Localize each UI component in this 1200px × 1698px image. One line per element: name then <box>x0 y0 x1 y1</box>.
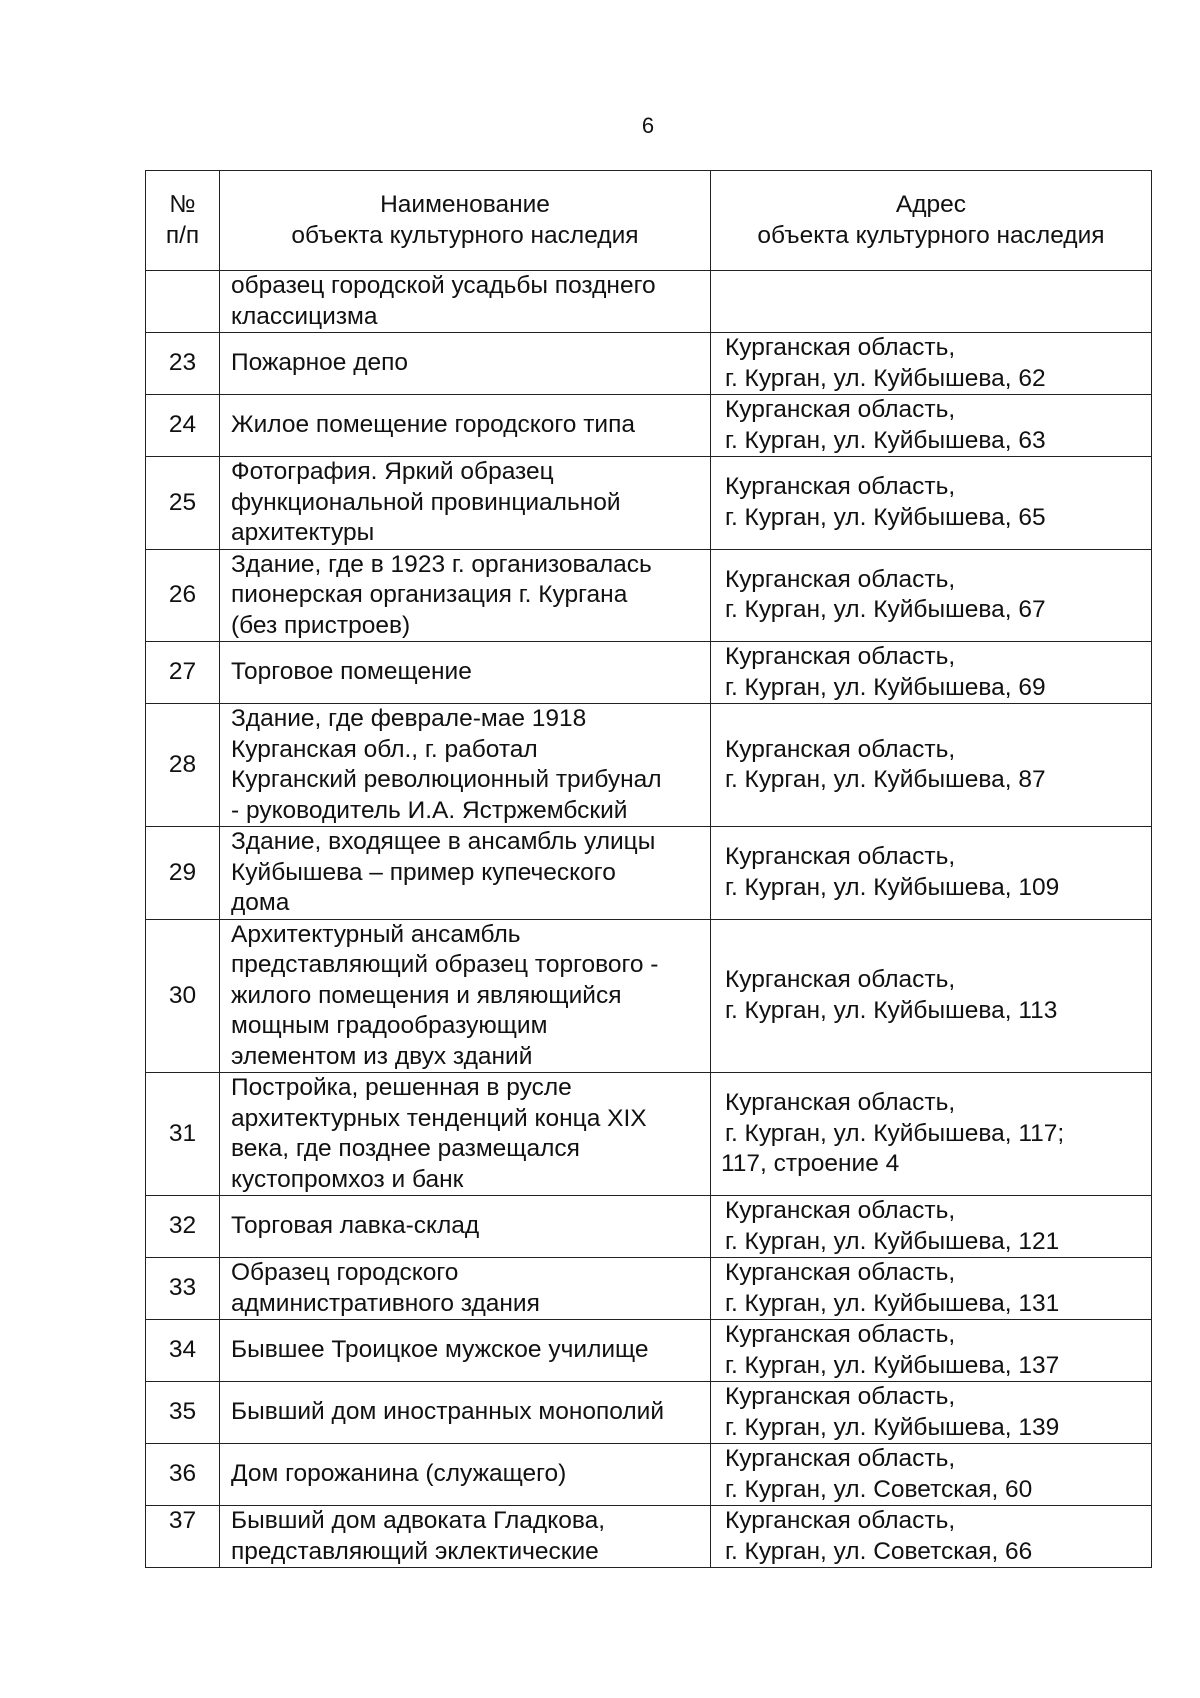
object-name-line: жилого помещения и являющийся <box>231 981 622 1009</box>
row-number-cell <box>146 1073 220 1196</box>
object-address-line: г. Курган, ул. Куйбышева, 65 <box>725 503 1046 531</box>
object-name-line: дома <box>231 889 290 916</box>
row-number: 24 <box>168 411 197 439</box>
object-name-line: Фотография. Яркий образец <box>231 458 554 485</box>
object-name-line: архитектурных тенденций конца XIX <box>231 1104 647 1132</box>
object-address-line: г. Курган, ул. Куйбышева, 109 <box>725 873 1060 901</box>
object-address-line: г. Курган, ул. Куйбышева, 117; <box>725 1119 1065 1147</box>
row-number-cell <box>146 271 220 333</box>
object-name-cell <box>220 1073 711 1196</box>
object-name-cell <box>220 1444 711 1506</box>
object-name-line: образец городской усадьбы позднего <box>231 272 656 299</box>
object-name-cell <box>220 1506 711 1568</box>
page-number: 6 <box>641 113 655 138</box>
object-name-line: Дом горожанина (служащего) <box>231 1460 567 1488</box>
table-row <box>146 1444 1152 1506</box>
object-name-cell <box>220 549 711 642</box>
row-number: 33 <box>168 1274 197 1302</box>
object-address-line: г. Курган, ул. Куйбышева, 69 <box>725 673 1046 701</box>
object-name-cell <box>220 919 711 1073</box>
row-number: 29 <box>168 858 197 886</box>
row-number: 28 <box>168 750 197 778</box>
row-number: 34 <box>168 1336 197 1364</box>
object-name-line: Здание, где феврале-мае 1918 <box>231 705 587 732</box>
object-address-line: г. Курган, ул. Куйбышева, 67 <box>725 596 1046 624</box>
row-number-cell <box>146 457 220 550</box>
object-name-cell <box>220 271 711 333</box>
object-address-line: Курганская область, <box>725 565 956 593</box>
object-address-cell <box>711 1258 1152 1320</box>
object-name-line: Бывшее Троицкое мужское училище <box>231 1336 649 1364</box>
object-address-line: Курганская область, <box>725 473 956 501</box>
heritage-objects-table <box>145 170 1152 1568</box>
object-name-line: функциональной провинциальной <box>231 488 621 516</box>
object-address-line: г. Курган, ул. Куйбышева, 87 <box>725 766 1046 793</box>
header-name-line: объекта культурного наследия <box>291 221 639 249</box>
object-name-line: Жилое помещение городского типа <box>231 411 635 439</box>
object-name-cell <box>220 333 711 395</box>
object-name-line: Бывший дом иностранных монополий <box>231 1398 665 1426</box>
object-address-cell <box>711 704 1152 827</box>
object-address-cell <box>711 457 1152 550</box>
object-name-line: архитектуры <box>231 519 375 546</box>
row-number-cell <box>146 549 220 642</box>
object-address-line: Курганская область, <box>725 1259 956 1286</box>
row-number-cell <box>146 1196 220 1258</box>
object-address-line: Курганская область, <box>725 1089 956 1117</box>
object-name-line: Пожарное депо <box>231 349 409 377</box>
object-address-line: Курганская область, <box>725 735 956 763</box>
row-number: 25 <box>168 488 197 516</box>
object-address-cell <box>711 395 1152 457</box>
object-address-line: Курганская область, <box>725 843 956 871</box>
row-number: 31 <box>168 1119 197 1147</box>
object-name-line: Постройка, решенная в русле <box>231 1074 572 1101</box>
table-row <box>146 919 1152 1073</box>
object-address-line: г. Курган, ул. Куйбышева, 113 <box>725 996 1058 1024</box>
object-name-cell <box>220 457 711 550</box>
object-address-line: Курганская область, <box>725 396 956 423</box>
object-name-line: административного здания <box>231 1289 540 1317</box>
object-address-line: Курганская область, <box>725 334 956 361</box>
header-address-line: объекта культурного наследия <box>757 221 1105 249</box>
row-number-cell <box>146 642 220 704</box>
header-address <box>711 171 1152 271</box>
object-address-line: Курганская область, <box>725 1507 956 1534</box>
object-address-cell <box>711 1444 1152 1506</box>
object-name-line: Бывший дом адвоката Гладкова, <box>231 1507 606 1534</box>
table-row <box>146 549 1152 642</box>
row-number: 36 <box>168 1460 197 1488</box>
table-body <box>146 271 1152 1568</box>
table-row <box>146 333 1152 395</box>
row-number-cell <box>146 827 220 920</box>
row-number-cell <box>146 1382 220 1444</box>
object-address-line: г. Курган, ул. Куйбышева, 121 <box>725 1227 1060 1255</box>
object-name-cell <box>220 1196 711 1258</box>
object-name-cell <box>220 827 711 920</box>
row-number: 27 <box>168 658 197 686</box>
header-number-line: № <box>169 191 196 218</box>
object-name-line: кустопромхоз и банк <box>231 1165 464 1193</box>
object-name-line: века, где позднее размещался <box>231 1135 580 1162</box>
object-address-line: Курганская область, <box>725 1445 956 1472</box>
row-number-cell <box>146 1258 220 1320</box>
row-number-cell <box>146 395 220 457</box>
object-name-line: Образец городского <box>231 1259 459 1286</box>
object-name-cell <box>220 1258 711 1320</box>
object-name-line: Архитектурный ансамбль <box>231 920 521 948</box>
object-address-cell <box>711 271 1152 333</box>
row-number: 23 <box>168 349 197 377</box>
row-number-cell <box>146 1506 220 1568</box>
table-row <box>146 1506 1152 1568</box>
object-name-line: классицизма <box>231 302 378 330</box>
object-name-line: представляющий образец торгового - <box>231 951 659 978</box>
object-address-cell <box>711 919 1152 1073</box>
table-row <box>146 1073 1152 1196</box>
object-name-line: Торговое помещение <box>231 658 472 686</box>
object-name-cell <box>220 1382 711 1444</box>
object-address-cell <box>711 1320 1152 1382</box>
object-name-line: элементом из двух зданий <box>231 1042 533 1070</box>
object-name-line: мощным градообразующим <box>231 1012 548 1039</box>
object-address-line: г. Курган, ул. Куйбышева, 137 <box>725 1351 1060 1379</box>
row-number-cell <box>146 333 220 395</box>
object-name-line: (без пристроев) <box>231 611 411 639</box>
object-address-cell <box>711 333 1152 395</box>
object-address-line: Курганская область, <box>725 966 956 994</box>
row-number-cell <box>146 1444 220 1506</box>
object-name-cell <box>220 642 711 704</box>
table-row <box>146 642 1152 704</box>
header-number <box>146 171 220 271</box>
row-number-cell <box>146 919 220 1073</box>
row-number: 35 <box>168 1398 197 1426</box>
table-row <box>146 395 1152 457</box>
header-name-line: Наименование <box>380 191 550 218</box>
object-address-line: 117, строение 4 <box>721 1150 900 1178</box>
table-row <box>146 704 1152 827</box>
object-address-cell <box>711 1073 1152 1196</box>
table-header-row <box>146 171 1152 271</box>
object-address-cell <box>711 827 1152 920</box>
object-name-line: Здание, где в 1923 г. организовалась <box>231 550 652 578</box>
object-name-line: пионерская организация г. Кургана <box>231 581 628 608</box>
object-address-cell <box>711 1506 1152 1568</box>
object-name-line: Куйбышева – пример купеческого <box>231 858 616 886</box>
table-row <box>146 271 1152 333</box>
object-name-line: Курганская обл., г. работал <box>231 735 538 763</box>
object-address-cell <box>711 642 1152 704</box>
object-address-cell <box>711 549 1152 642</box>
row-number: 32 <box>168 1212 197 1240</box>
object-name-cell <box>220 704 711 827</box>
object-address-line: Курганская область, <box>725 1383 956 1410</box>
object-address-line: г. Курган, ул. Советская, 60 <box>725 1475 1033 1503</box>
object-address-line: Курганская область, <box>725 1197 956 1224</box>
header-name <box>220 171 711 271</box>
object-name-line: представляющий эклектические <box>231 1537 599 1565</box>
object-name-line: Здание, входящее в ансамбль улицы <box>231 828 656 855</box>
table-row <box>146 1320 1152 1382</box>
row-number-cell <box>146 704 220 827</box>
table-row <box>146 457 1152 550</box>
table-row <box>146 1382 1152 1444</box>
object-name-line: - руководитель И.А. Ястржембский <box>231 796 628 824</box>
header-address-line: Адрес <box>895 191 967 218</box>
row-number: 37 <box>168 1507 197 1534</box>
object-name-cell <box>220 1320 711 1382</box>
row-number: 26 <box>168 581 197 608</box>
table-row <box>146 827 1152 920</box>
object-name-cell <box>220 395 711 457</box>
row-number: 30 <box>168 981 197 1009</box>
object-address-line: Курганская область, <box>725 1321 956 1348</box>
object-name-line: Курганский революционный трибунал <box>231 766 662 793</box>
object-address-line: г. Курган, ул. Куйбышева, 63 <box>725 426 1046 454</box>
table-row <box>146 1258 1152 1320</box>
object-address-cell <box>711 1196 1152 1258</box>
object-address-line: г. Курган, ул. Советская, 66 <box>725 1537 1033 1565</box>
object-address-line: Курганская область, <box>725 643 956 670</box>
header-number-line: п/п <box>165 221 200 249</box>
object-address-line: г. Курган, ул. Куйбышева, 62 <box>725 364 1046 392</box>
object-address-line: г. Курган, ул. Куйбышева, 139 <box>725 1413 1060 1441</box>
object-name-line: Торговая лавка-склад <box>231 1212 480 1240</box>
table-row <box>146 1196 1152 1258</box>
object-address-cell <box>711 1382 1152 1444</box>
object-address-line: г. Курган, ул. Куйбышева, 131 <box>725 1289 1060 1317</box>
row-number-cell <box>146 1320 220 1382</box>
